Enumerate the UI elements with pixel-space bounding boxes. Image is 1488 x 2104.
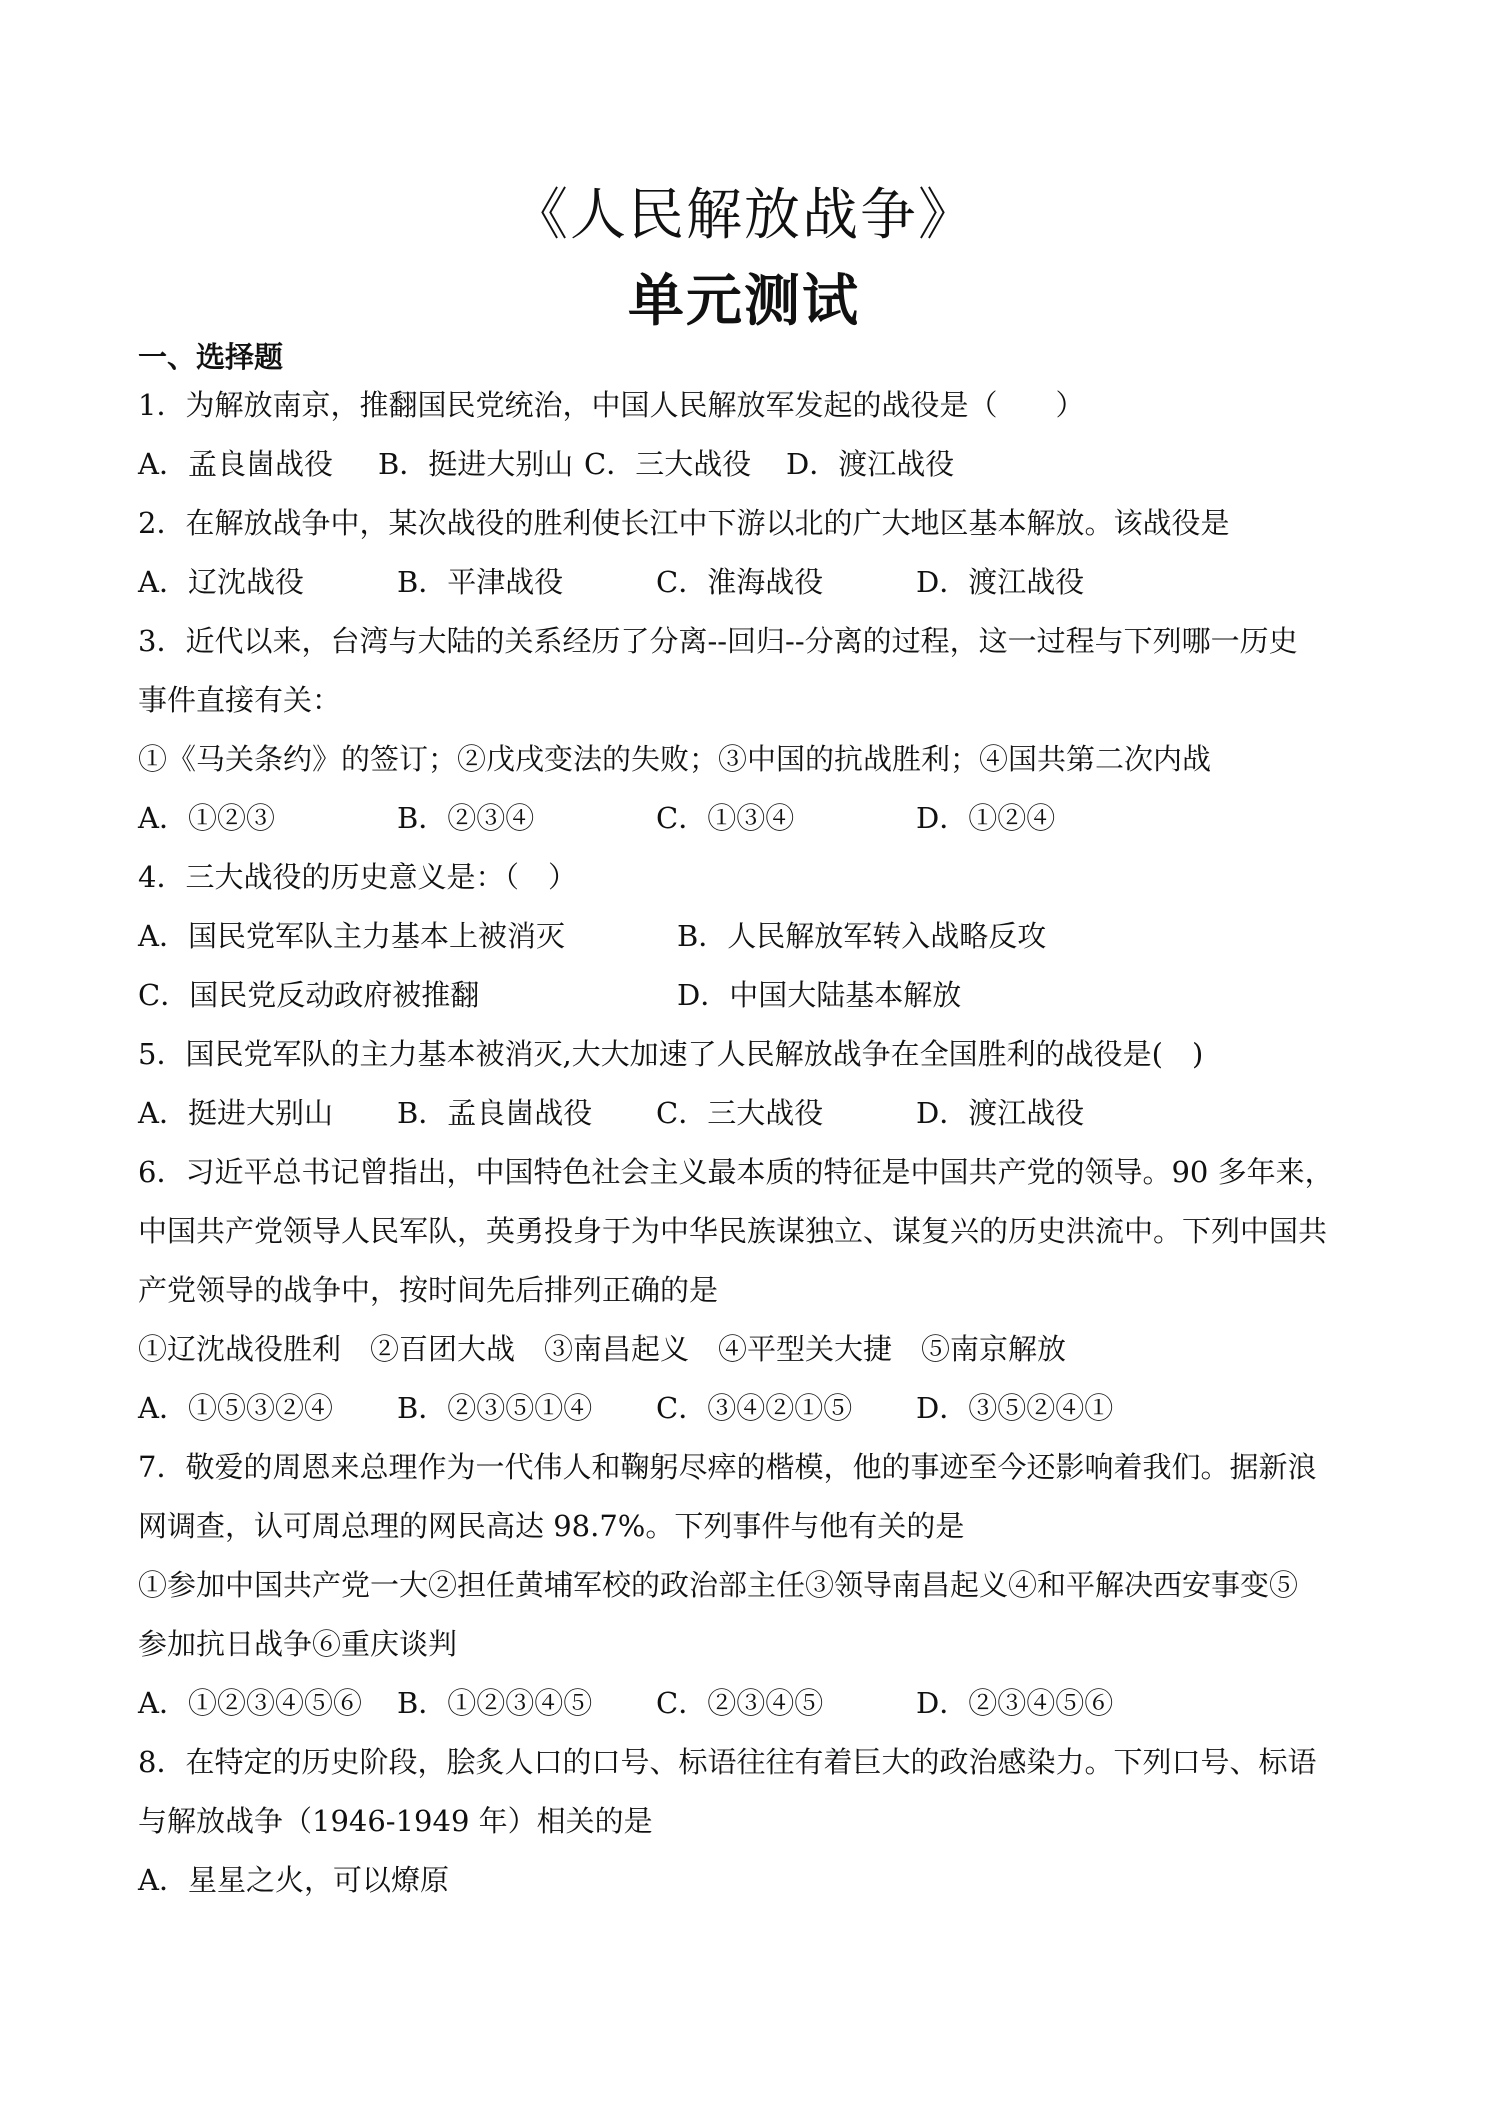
question-6-option-b: B．②③⑤①④ bbox=[397, 1391, 593, 1425]
question-8-stem-line-1: 8．在特定的历史阶段，脍炙人口的口号、标语往往有着巨大的政治感染力。下列口号、标语 bbox=[138, 1745, 1317, 1779]
question-7-stem-line-1: 7．敬爱的周恩来总理作为一代伟人和鞠躬尽瘁的楷模，他的事迹至今还影响着我们。据新浪 bbox=[138, 1450, 1317, 1484]
question-2-option-b: B．平津战役 bbox=[397, 565, 564, 599]
question-3-option-c: C．①③④ bbox=[656, 801, 795, 835]
question-3-option-b: B．②③④ bbox=[397, 801, 535, 835]
question-5-option-a: A．挺进大别山 bbox=[138, 1096, 333, 1130]
question-7-items-line-1: ①参加中国共产党一大②担任黄埔军校的政治部主任③领导南昌起义④和平解决西安事变⑤ bbox=[138, 1568, 1299, 1602]
question-6-stem-line-1: 6．习近平总书记曾指出，中国特色社会主义最本质的特征是中国共产党的领导。90 多年来， bbox=[138, 1155, 1334, 1189]
question-3-stem-line-1: 3．近代以来，台湾与大陆的关系经历了分离--回归--分离的过程，这一过程与下列哪一历史 bbox=[138, 624, 1298, 658]
question-1-option-a: A．孟良崮战役 bbox=[138, 447, 333, 481]
question-4-option-b: B．人民解放军转入战略反攻 bbox=[677, 919, 1047, 953]
document-subtitle: 单元测试 bbox=[628, 269, 860, 334]
question-3-items: ①《马关条约》的签订；②戊戌变法的失败；③中国的抗战胜利；④国共第二次内战 bbox=[138, 742, 1212, 776]
document-title: 《人民解放战争》 bbox=[512, 183, 976, 248]
question-5-option-d: D．渡江战役 bbox=[916, 1096, 1085, 1130]
section-heading: 一、选择题 bbox=[138, 340, 284, 374]
question-6-items: ①辽沈战役胜利 ②百团大战 ③南昌起义 ④平型关大捷 ⑤南京解放 bbox=[138, 1332, 1067, 1366]
question-6-option-d: D．③⑤②④① bbox=[916, 1391, 1114, 1425]
question-7-option-d: D．②③④⑤⑥ bbox=[916, 1686, 1114, 1720]
question-3-option-a: A．①②③ bbox=[138, 801, 275, 835]
question-2-stem: 2．在解放战争中，某次战役的胜利使长江中下游以北的广大地区基本解放。该战役是 bbox=[138, 506, 1230, 540]
question-4-option-d: D．中国大陆基本解放 bbox=[677, 978, 962, 1012]
question-7-option-b: B．①②③④⑤ bbox=[397, 1686, 593, 1720]
question-1-option-c: C．三大战役 bbox=[584, 447, 752, 481]
question-7-items-line-2: 参加抗日战争⑥重庆谈判 bbox=[138, 1627, 458, 1661]
question-6-stem-line-3: 产党领导的战争中，按时间先后排列正确的是 bbox=[138, 1273, 719, 1307]
question-6-option-a: A．①⑤③②④ bbox=[138, 1391, 333, 1425]
question-5-option-c: C．三大战役 bbox=[656, 1096, 824, 1130]
question-7-option-a: A．①②③④⑤⑥ bbox=[138, 1686, 362, 1720]
question-7-option-c: C．②③④⑤ bbox=[656, 1686, 824, 1720]
question-4-option-a: A．国民党军队主力基本上被消灭 bbox=[138, 919, 565, 953]
question-8-option-a: A．星星之火，可以燎原 bbox=[138, 1863, 449, 1897]
question-6-stem-line-2: 中国共产党领导人民军队，英勇投身于为中华民族谋独立、谋复兴的历史洪流中。下列中国共 bbox=[138, 1214, 1328, 1248]
question-4-stem: 4．三大战役的历史意义是：（ ） bbox=[138, 860, 577, 894]
question-8-stem-line-2: 与解放战争（1946-1949 年）相关的是 bbox=[138, 1804, 653, 1838]
question-1-option-b: B．挺进大别山 bbox=[378, 447, 574, 481]
question-3-stem-line-2: 事件直接有关： bbox=[138, 683, 342, 717]
question-7-stem-line-2: 网调查，认可周总理的网民高达 98.7%。下列事件与他有关的是 bbox=[138, 1509, 965, 1543]
question-4-option-c: C．国民党反动政府被推翻 bbox=[138, 978, 480, 1012]
question-2-option-a: A．辽沈战役 bbox=[138, 565, 304, 599]
question-5-option-b: B．孟良崮战役 bbox=[397, 1096, 593, 1130]
question-5-stem: 5．国民党军队的主力基本被消灭,大大加速了人民解放战争在全国胜利的战役是( ) bbox=[138, 1037, 1204, 1071]
question-2-option-d: D．渡江战役 bbox=[916, 565, 1085, 599]
question-1-option-d: D．渡江战役 bbox=[786, 447, 955, 481]
question-3-option-d: D．①②④ bbox=[916, 801, 1056, 835]
question-6-option-c: C．③④②①⑤ bbox=[656, 1391, 853, 1425]
question-1-stem: 1．为解放南京，推翻国民党统治，中国人民解放军发起的战役是（ ） bbox=[138, 388, 1085, 422]
question-2-option-c: C．淮海战役 bbox=[656, 565, 824, 599]
